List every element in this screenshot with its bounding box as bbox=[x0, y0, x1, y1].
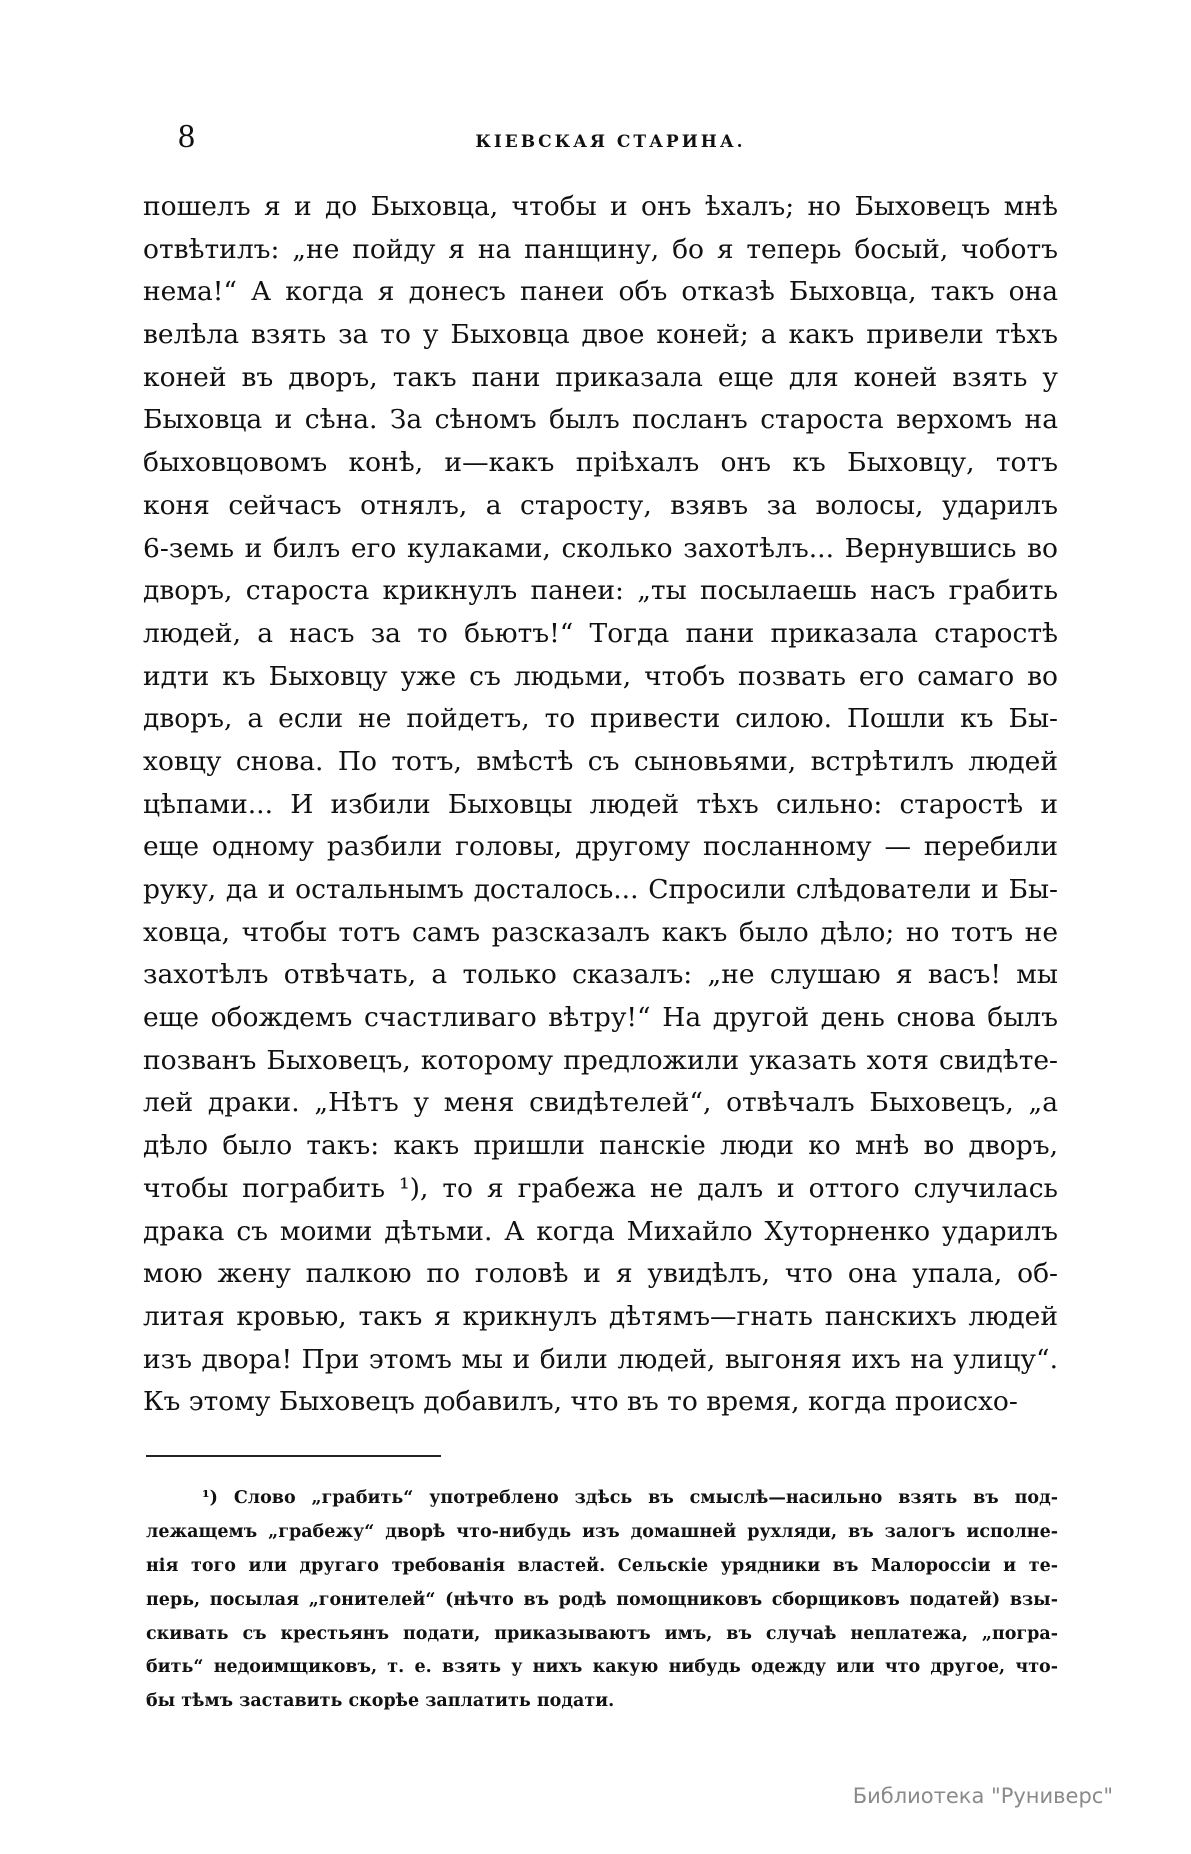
body-text bbox=[143, 186, 1058, 1424]
body-line: Быховца и сѣна. За сѣномъ былъ посланъ староста верхомъ на bbox=[143, 404, 1058, 436]
body-line: коней въ дворъ, такъ пани приказала еще для коней взять у bbox=[143, 361, 1058, 393]
footnote-line: нія того или другаго требованія властей. Сельскіе урядники въ Малороссіи и те- bbox=[146, 1555, 1058, 1576]
body-line: чтобы пограбить ¹), то я грабежа не далъ и оттого случилась bbox=[143, 1172, 1058, 1204]
body-line: нема!“ А когда я донесъ панеи объ отказѣ Быховца, такъ она bbox=[143, 276, 1058, 308]
body-line: пошелъ я и до Быховца, чтобы и онъ ѣхалъ; но Быховецъ мнѣ bbox=[143, 191, 1058, 222]
body-line: 6-земь и билъ его кулаками, сколько захотѣлъ... Вернувшись во bbox=[143, 532, 1058, 564]
body-line: руку, да и остальнымъ досталось... Спросили слѣдователи и Бы- bbox=[143, 874, 1058, 905]
body-line: захотѣлъ отвѣчать, а только сказалъ: „не слушаю я васъ! мы bbox=[143, 959, 1058, 991]
body-line: быховцовомъ конѣ, и—какъ пріѣхалъ онъ къ Быховцу, тотъ bbox=[143, 447, 1058, 479]
footnote-line: бы тѣмъ заставить скорѣе заплатить подати. bbox=[146, 1691, 615, 1712]
footnote-line: скивать съ крестьянъ подати, приказываютъ имъ, въ случаѣ неплатежа, „погра- bbox=[146, 1623, 1058, 1644]
footnote-line: ¹) Слово „грабить“ употреблено здѣсь въ смыслѣ—насильно взять въ под- bbox=[202, 1488, 1058, 1508]
body-line: дѣло было такъ: какъ пришли панскіе люди ко мнѣ во дворъ, bbox=[143, 1130, 1058, 1162]
body-line: дворъ, староста крикнулъ панеи: „ты посылаешь насъ грабить bbox=[143, 575, 1058, 607]
body-line: велѣла взять за то у Быховца двое коней; а какъ привели тѣхъ bbox=[143, 319, 1058, 351]
body-line: людей, а насъ за то бьютъ!“ Тогда пани приказала старостѣ bbox=[143, 617, 1058, 649]
body-line: изъ двора! При этомъ мы и били людей, выгоняя ихъ на улицу“. bbox=[143, 1343, 1058, 1375]
running-title: КІЕВСКАЯ СТАРИНА. bbox=[475, 132, 746, 152]
body-line: дворъ, а если не пойдетъ, то привести силою. Пошли къ Бы- bbox=[143, 703, 1058, 735]
body-line: идти къ Быховцу уже съ людьми, чтобъ позвать его самаго во bbox=[143, 660, 1058, 692]
body-line: позванъ Быховецъ, которому предложили указать хотя свидѣте- bbox=[143, 1044, 1058, 1076]
body-line: лей драки. „Нѣтъ у меня свидѣтелей“, отвѣчалъ Быховецъ, „а bbox=[143, 1087, 1058, 1119]
footnote-line: перь, посылая „гонителей“ (нѣчто въ родѣ помощниковъ сборщиковъ податей) взы- bbox=[146, 1589, 1058, 1610]
footnote bbox=[146, 1482, 1058, 1719]
body-line: еще одному разбили головы, другому посланному — перебили bbox=[143, 831, 1058, 863]
body-line: драка съ моими дѣтьми. А когда Михайло Хуторненко ударилъ bbox=[143, 1215, 1058, 1247]
body-line: мою жену палкою по головѣ и я увидѣлъ, что она упала, об- bbox=[143, 1258, 1058, 1290]
library-watermark: Библиотека "Руниверс" bbox=[852, 1784, 1113, 1808]
footnote-line: бить“ недоимщиковъ, т. е. взять у нихъ какую нибудь одежду или что другое, что- bbox=[146, 1657, 1058, 1678]
body-line: коня сейчасъ отнялъ, а старосту, взявъ за волосы, ударилъ bbox=[143, 489, 1058, 521]
footnote-divider bbox=[146, 1455, 441, 1457]
body-line: литая кровью, такъ я крикнулъ дѣтямъ—гнать панскихъ людей bbox=[143, 1300, 1058, 1332]
page-number: 8 bbox=[178, 118, 195, 155]
body-line: отвѣтилъ: „не пойду я на панщину, бо я теперь босый, чоботъ bbox=[143, 233, 1058, 265]
footnote-line: лежащемъ „грабежу“ дворѣ что-нибудь изъ домашней рухляди, въ залогъ исполне- bbox=[146, 1521, 1058, 1542]
body-line: ховца, чтобы тотъ самъ разсказалъ какъ было дѣло; но тотъ не bbox=[143, 916, 1058, 948]
body-line: Къ этому Быховецъ добавилъ, что въ то время, когда происхо- bbox=[143, 1386, 1018, 1418]
body-line: цѣпами... И избили Быховцы людей тѣхъ сильно: старостѣ и bbox=[143, 788, 1058, 820]
body-line: ховцу снова. По тотъ, вмѣстѣ съ сыновьями, встрѣтилъ людей bbox=[143, 745, 1058, 777]
body-line: еще обождемъ счастливаго вѣтру!“ На другой день снова былъ bbox=[143, 1002, 1058, 1034]
